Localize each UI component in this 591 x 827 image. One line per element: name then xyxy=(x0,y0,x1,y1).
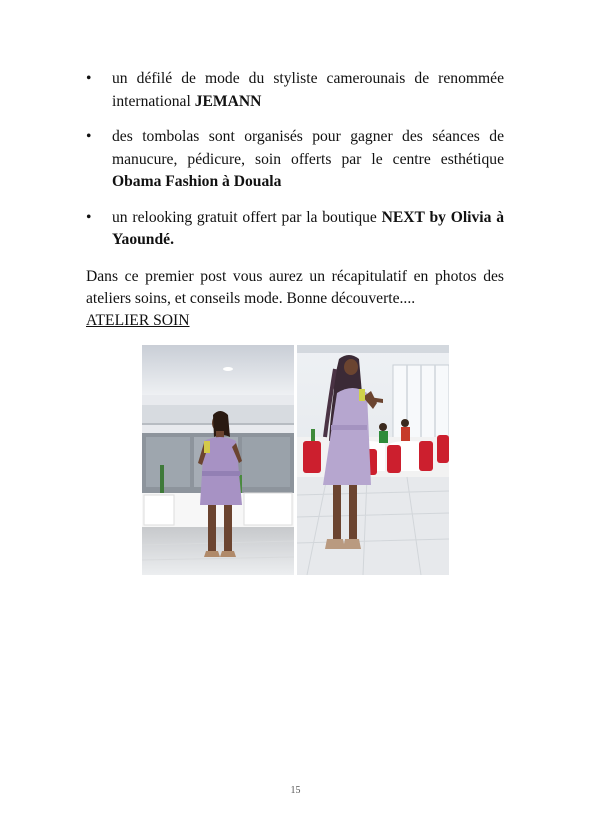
bold-text: JEMANN xyxy=(194,92,262,110)
event-photo-left xyxy=(142,345,294,575)
bullet-marker: • xyxy=(86,70,92,87)
bullet-text: un défilé de mode du styliste camerounais de renommée international xyxy=(112,70,504,110)
bullet-text: un relooking gratuit offert par la boutique xyxy=(112,208,382,226)
bullet-item xyxy=(86,68,504,113)
bullet-item xyxy=(86,126,504,194)
bullet-list xyxy=(86,68,504,265)
bullet-marker: • xyxy=(86,128,92,145)
bullet-item xyxy=(86,207,504,252)
event-photo-right xyxy=(297,345,449,575)
page-number: 15 xyxy=(290,785,301,796)
photo-collage xyxy=(142,345,449,575)
bold-text: NEXT by Olivia à Yaoundé. xyxy=(112,208,504,248)
bullet-text: des tombolas sont organisés pour gagner des séances de manucure, pédicure, soin offerts par le centre esthétique xyxy=(112,128,504,168)
bold-text: Obama Fashion à Douala xyxy=(112,173,282,190)
intro-paragraph: Dans ce premier post vous aurez un récapitulatif en photos des ateliers soins, et conseils mode. Bonne découverte.... xyxy=(86,268,504,307)
bullet-marker: • xyxy=(86,208,92,226)
section-heading: ATELIER SOIN xyxy=(86,312,190,329)
